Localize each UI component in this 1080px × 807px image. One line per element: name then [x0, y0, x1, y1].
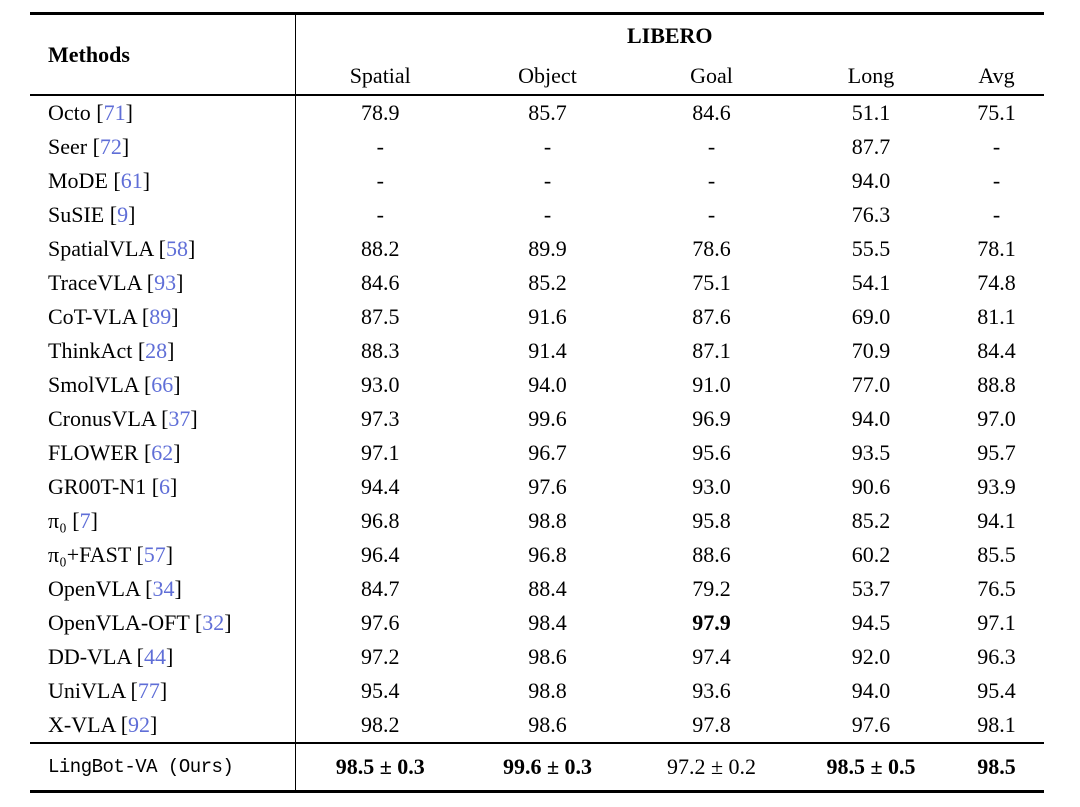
- citation-link[interactable]: 61: [120, 168, 143, 193]
- table-row: [30, 436, 1044, 470]
- ours-goal-value: 97.2 ± 0.2: [666, 754, 757, 779]
- long-value: 87.7: [851, 134, 891, 159]
- goal-value: 78.6: [692, 236, 731, 261]
- avg-value: 94.1: [977, 508, 1016, 533]
- table-row: [30, 130, 1044, 164]
- avg-value: 93.9: [977, 474, 1016, 499]
- citation-link[interactable]: 32: [202, 610, 225, 635]
- ours-long-value: 98.5 ± 0.5: [826, 754, 916, 779]
- table-row: [30, 300, 1044, 334]
- citation-link[interactable]: 72: [99, 134, 122, 159]
- citation: [77]: [130, 678, 168, 703]
- object-value: 89.9: [528, 236, 567, 261]
- citation: [62]: [143, 440, 181, 465]
- avg-value: -: [992, 168, 1001, 193]
- object-value: 85.7: [528, 100, 567, 125]
- column-header-long: Long: [847, 62, 895, 88]
- method-name: GR00T-N1: [48, 474, 147, 499]
- object-value: 85.2: [528, 270, 567, 295]
- citation-link[interactable]: 93: [154, 270, 177, 295]
- spatial-value: -: [376, 134, 384, 159]
- citation: [66]: [143, 372, 181, 397]
- goal-value: 97.4: [692, 644, 731, 669]
- avg-value: 85.5: [977, 542, 1016, 567]
- ours-spatial-value: 98.5 ± 0.3: [335, 754, 425, 779]
- avg-value: 78.1: [977, 236, 1016, 261]
- citation-link[interactable]: 92: [128, 712, 151, 737]
- method-name: X-VLA: [48, 712, 116, 737]
- table-row: [30, 572, 1044, 606]
- goal-value: 96.9: [692, 406, 731, 431]
- method-name: OpenVLA-OFT: [48, 610, 190, 635]
- table-footer: [30, 743, 1044, 792]
- libero-benchmark-table: [30, 12, 1044, 793]
- column-header-goal: Goal: [690, 62, 733, 88]
- citation: [57]: [136, 542, 174, 567]
- spatial-value: 87.5: [361, 304, 400, 329]
- long-value: 94.0: [851, 406, 891, 431]
- object-value: 94.0: [528, 372, 567, 397]
- column-header-object: Object: [518, 62, 577, 88]
- long-value: 60.2: [851, 542, 891, 567]
- ours-object-value: 99.6 ± 0.3: [502, 754, 593, 779]
- column-header-spatial: Spatial: [349, 62, 411, 88]
- citation: [34]: [145, 576, 182, 601]
- citation: [89]: [141, 304, 179, 329]
- long-value: 76.3: [851, 202, 891, 227]
- citation: [44]: [136, 644, 174, 669]
- ours-method-label: LingBot-VA (Ours): [30, 743, 295, 792]
- object-value: 98.6: [528, 712, 567, 737]
- avg-value: 95.7: [977, 440, 1016, 465]
- avg-value: 74.8: [977, 270, 1016, 295]
- goal-value: -: [707, 134, 716, 159]
- table-row: [30, 164, 1044, 198]
- spatial-value: 96.4: [361, 542, 400, 567]
- citation: [71]: [96, 100, 133, 125]
- citation-link[interactable]: 57: [143, 542, 166, 567]
- goal-value: 84.6: [692, 100, 731, 125]
- avg-value: 98.1: [977, 712, 1016, 737]
- long-value: 94.0: [851, 168, 891, 193]
- object-value: 91.4: [528, 338, 567, 363]
- spatial-value: 97.3: [361, 406, 400, 431]
- avg-value: 95.4: [977, 678, 1016, 703]
- goal-value: -: [707, 168, 716, 193]
- goal-value: 79.2: [692, 576, 731, 601]
- table-row: [30, 470, 1044, 504]
- citation-link[interactable]: 89: [149, 304, 172, 329]
- long-value: 94.5: [851, 610, 891, 635]
- method-name: SpatialVLA: [48, 236, 154, 261]
- object-value: 98.6: [528, 644, 567, 669]
- citation-link[interactable]: 44: [143, 644, 166, 669]
- table-row: [30, 232, 1044, 266]
- avg-value: 81.1: [977, 304, 1016, 329]
- citation: [92]: [120, 712, 158, 737]
- object-value: -: [543, 168, 552, 193]
- method-name: SmolVLA: [48, 372, 139, 397]
- table-row: [30, 402, 1044, 436]
- table-row: [30, 266, 1044, 300]
- spatial-value: -: [376, 202, 384, 227]
- avg-value: -: [992, 202, 1001, 227]
- table-row: [30, 198, 1044, 232]
- long-value: 69.0: [851, 304, 891, 329]
- method-name: Octo: [48, 100, 91, 125]
- goal-value: 95.8: [692, 508, 731, 533]
- spatial-value: 84.6: [361, 270, 400, 295]
- method-name: OpenVLA: [48, 576, 140, 601]
- long-value: 70.9: [851, 338, 891, 363]
- avg-value: 97.0: [977, 406, 1016, 431]
- method-name: SuSIE: [48, 202, 105, 227]
- ours-avg-value: 98.5: [977, 754, 1016, 779]
- object-value: 97.6: [528, 474, 567, 499]
- goal-value: 93.0: [692, 474, 731, 499]
- citation-link[interactable]: 58: [165, 236, 188, 261]
- method-name: TraceVLA: [48, 270, 142, 295]
- avg-value: 75.1: [977, 100, 1016, 125]
- goal-value: 87.1: [692, 338, 731, 363]
- object-value: -: [543, 134, 552, 159]
- spatial-value: 94.4: [361, 474, 400, 499]
- long-value: 85.2: [851, 508, 891, 533]
- object-value: 98.4: [528, 610, 567, 635]
- spatial-value: 97.1: [361, 440, 400, 465]
- citation-link[interactable]: 77: [137, 678, 160, 703]
- method-name: π₀+FAST: [48, 542, 131, 567]
- citation: [37]: [161, 406, 198, 431]
- method-name: FLOWER: [48, 440, 139, 465]
- citation-link[interactable]: 62: [151, 440, 174, 465]
- avg-value: 97.1: [977, 610, 1016, 635]
- object-value: 96.8: [528, 542, 567, 567]
- citation: [28]: [137, 338, 175, 363]
- long-value: 94.0: [851, 678, 891, 703]
- object-value: 98.8: [528, 508, 567, 533]
- goal-value: 88.6: [692, 542, 731, 567]
- citation-link[interactable]: 37: [168, 406, 191, 431]
- citation: [7]: [72, 508, 98, 533]
- object-value: 91.6: [528, 304, 567, 329]
- goal-value: 97.9: [692, 610, 731, 635]
- avg-value: 76.5: [977, 576, 1016, 601]
- long-value: 51.1: [851, 100, 891, 125]
- object-value: 98.8: [528, 678, 567, 703]
- method-name: DD-VLA: [48, 644, 132, 669]
- spatial-value: 97.6: [361, 610, 400, 635]
- table-row: [30, 674, 1044, 708]
- citation: [61]: [113, 168, 151, 193]
- goal-value: 91.0: [692, 372, 731, 397]
- citation: [72]: [92, 134, 130, 159]
- citation: [6]: [151, 474, 178, 499]
- column-header-methods: Methods: [30, 14, 295, 96]
- citation: [32]: [194, 610, 232, 635]
- avg-value: 84.4: [977, 338, 1016, 363]
- object-value: 88.4: [528, 576, 567, 601]
- spatial-value: 97.2: [361, 644, 400, 669]
- spatial-value: -: [376, 168, 384, 193]
- column-header-avg: Avg: [978, 62, 1015, 88]
- goal-value: 75.1: [692, 270, 731, 295]
- table-row: [30, 708, 1044, 743]
- goal-value: 95.6: [692, 440, 731, 465]
- goal-value: 97.8: [692, 712, 731, 737]
- spatial-value: 84.7: [361, 576, 400, 601]
- method-name: MoDE: [48, 168, 108, 193]
- method-name: CoT-VLA: [48, 304, 137, 329]
- method-name: CronusVLA: [48, 406, 156, 431]
- ours-row: [30, 743, 1044, 792]
- table-row: [30, 95, 1044, 130]
- citation: [9]: [109, 202, 136, 227]
- goal-value: 87.6: [692, 304, 731, 329]
- table-body: [30, 95, 1044, 743]
- avg-value: 88.8: [977, 372, 1016, 397]
- table-row: [30, 504, 1044, 538]
- citation-link[interactable]: 71: [103, 100, 126, 125]
- goal-value: 93.6: [692, 678, 731, 703]
- citation: [58]: [158, 236, 196, 261]
- spatial-value: 98.2: [361, 712, 400, 737]
- table-row: [30, 606, 1044, 640]
- citation-link[interactable]: 9: [117, 202, 129, 227]
- citation-link[interactable]: 34: [152, 576, 175, 601]
- avg-value: 96.3: [977, 644, 1016, 669]
- object-value: 96.7: [528, 440, 567, 465]
- method-name: ThinkAct: [48, 338, 133, 363]
- long-value: 90.6: [851, 474, 891, 499]
- table-row: [30, 538, 1044, 572]
- spatial-value: 78.9: [361, 100, 400, 125]
- long-value: 55.5: [851, 236, 891, 261]
- goal-value: -: [707, 202, 716, 227]
- citation-link[interactable]: 66: [151, 372, 174, 397]
- table-row: [30, 368, 1044, 402]
- spatial-value: 93.0: [361, 372, 400, 397]
- table-header: [30, 14, 1044, 96]
- object-value: 99.6: [528, 406, 567, 431]
- spatial-value: 88.2: [361, 236, 400, 261]
- citation-link[interactable]: 6: [159, 474, 171, 499]
- spatial-value: 95.4: [361, 678, 400, 703]
- group-header-libero: LIBERO: [626, 23, 713, 48]
- citation-link[interactable]: 28: [145, 338, 168, 363]
- object-value: -: [543, 202, 552, 227]
- avg-value: -: [992, 134, 1001, 159]
- spatial-value: 96.8: [361, 508, 400, 533]
- long-value: 77.0: [851, 372, 891, 397]
- citation: [93]: [146, 270, 184, 295]
- table-row: [30, 334, 1044, 368]
- results-table: [30, 12, 1044, 793]
- method-name: Seer: [48, 134, 88, 159]
- method-name: UniVLA: [48, 678, 125, 703]
- long-value: 54.1: [851, 270, 891, 295]
- long-value: 92.0: [851, 644, 891, 669]
- method-name: π₀: [48, 508, 67, 533]
- citation-link[interactable]: 7: [79, 508, 91, 533]
- long-value: 53.7: [851, 576, 891, 601]
- long-value: 97.6: [851, 712, 891, 737]
- table-row: [30, 640, 1044, 674]
- long-value: 93.5: [851, 440, 891, 465]
- spatial-value: 88.3: [361, 338, 400, 363]
